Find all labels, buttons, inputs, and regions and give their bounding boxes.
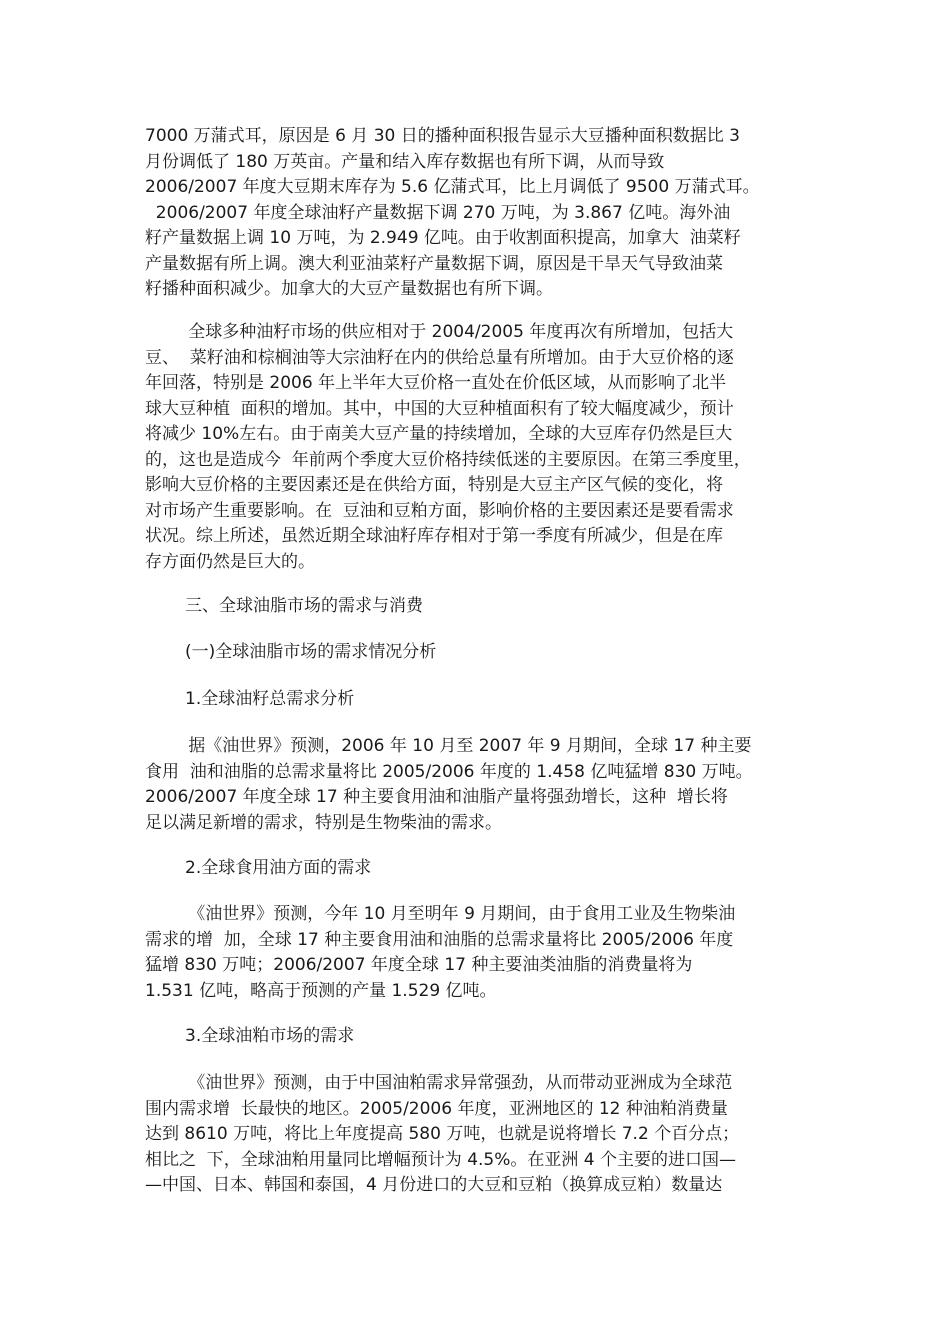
text-line: 7000 万蒲式耳，原因是 6 月 30 日的播种面积报告显示大豆播种面积数据比 3 [145,126,740,146]
text-line: 足以满足新增的需求，特别是生物柴油的需求。 [145,812,502,833]
text-line: 籽播种面积减少。加拿大的大豆产量数据也有所下调。 [145,279,553,299]
text-line: 豆、 菜籽油和棕榈油等大宗油籽在内的供给总量有所增加。由于大豆价格的逐 [145,347,734,368]
text-line: 《油世界》预测，由于中国油粕需求异常强劲，从而带动亚洲成为全球范 [145,1073,733,1093]
section-heading: 三、全球油脂市场的需求与消费 [185,596,423,616]
text-line: 相比之 下，全球油粕用量同比增幅预计为 4.5%。在亚洲 4 个主要的进口国— [145,1149,737,1170]
text-line: 对市场产生重要影响。在 豆油和豆粕方面，影响价格的主要因素还是要看需求 [145,500,734,521]
text-line: —中国、日本、韩国和泰国，4 月份进口的大豆和豆粕（换算成豆粕）数量达 [145,1175,723,1195]
paragraph-oilmeal-demand [145,1071,825,1199]
paragraph-global-supply [145,320,825,575]
paragraph-soybean-and-oilseed-output [145,124,825,303]
text-line: 存方面仍然是巨大的。 [145,551,315,572]
text-line: 2006/2007 年度大豆期末库存为 5.6 亿蒲式耳，比上月调低了 9500 万蒲式耳。 [145,177,760,197]
item-heading-edible-oil-demand: 2.全球食用油方面的需求 [185,858,372,878]
text-line: 需求的增 加，全球 17 种主要食用油和油脂的总需求量将比 2005/2006 年度 [145,929,734,950]
text-line: 《油世界》预测，今年 10 月至明年 9 月期间，由于食用工业及生物柴油 [145,904,736,924]
paragraph-edible-oil-demand [145,902,825,1004]
text-line: 1.531 亿吨，略高于预测的产量 1.529 亿吨。 [145,980,497,1001]
text-line: 食用 油和油脂的总需求量将比 2005/2006 年度的 1.458 亿吨猛增 830 万吨。 [145,761,753,782]
text-line: 全球多种油籽市场的供应相对于 2004/2005 年度再次有所增加，包括大 [145,322,734,342]
text-line: 2006/2007 年度全球 17 种主要食用油和油脂产量将强劲增长，这种 增长将 [145,787,728,807]
text-line: 围内需求增 长最快的地区。2005/2006 年度，亚洲地区的 12 种油粕消费量 [145,1098,728,1119]
text-line: 籽产量数据上调 10 万吨，为 2.949 亿吨。由于收割面积提高，加拿大 油菜籽 [145,228,741,248]
text-line: 达到 8610 万吨，将比上年度提高 580 万吨，也就是说将增长 7.2 个百分点； [145,1124,740,1144]
text-line: 产量数据有所上调。澳大利亚油菜籽产量数据下调，原因是干旱天气导致油菜 [145,253,723,274]
text-line: 球大豆种植 面积的增加。其中，中国的大豆种植面积有了较大幅度减少，预计 [145,398,734,419]
text-line: 状况。综上所述，虽然近期全球油籽库存相对于第一季度有所减少，但是在库 [145,526,723,546]
text-line: 的，这也是造成今 年前两个季度大豆价格持续低迷的主要原因。在第三季度里， [145,449,751,470]
text-line: 猛增 830 万吨；2006/2007 年度全球 17 种主要油类油脂的消费量将为 [145,955,693,975]
item-heading-oilseed-demand: 1.全球油籽总需求分析 [185,689,355,709]
text-line: 2006/2007 年度全球油籽产量数据下调 270 万吨，为 3.867 亿吨。海外油 [145,202,731,223]
paragraph-oilseed-demand [145,734,825,836]
text-line: 月份调低了 180 万英亩。产量和结入库存数据也有所下调，从而导致 [145,151,665,172]
text-line: 影响大豆价格的主要因素还是在供给方面，特别是大豆主产区气候的变化，将 [145,475,723,495]
subsection-heading: (一)全球油脂市场的需求情况分析 [185,642,437,662]
text-line: 年回落，特别是 2006 年上半年大豆价格一直处在价低区域，从而影响了北半 [145,373,727,393]
text-line: 据《油世界》预测，2006 年 10 月至 2007 年 9 月期间，全球 17 种主要 [145,736,752,756]
item-heading-oilmeal-demand: 3.全球油粕市场的需求 [185,1026,355,1046]
text-line: 将减少 10%左右。由于南美大豆产量的持续增加，全球的大豆库存仍然是巨大 [145,424,733,444]
